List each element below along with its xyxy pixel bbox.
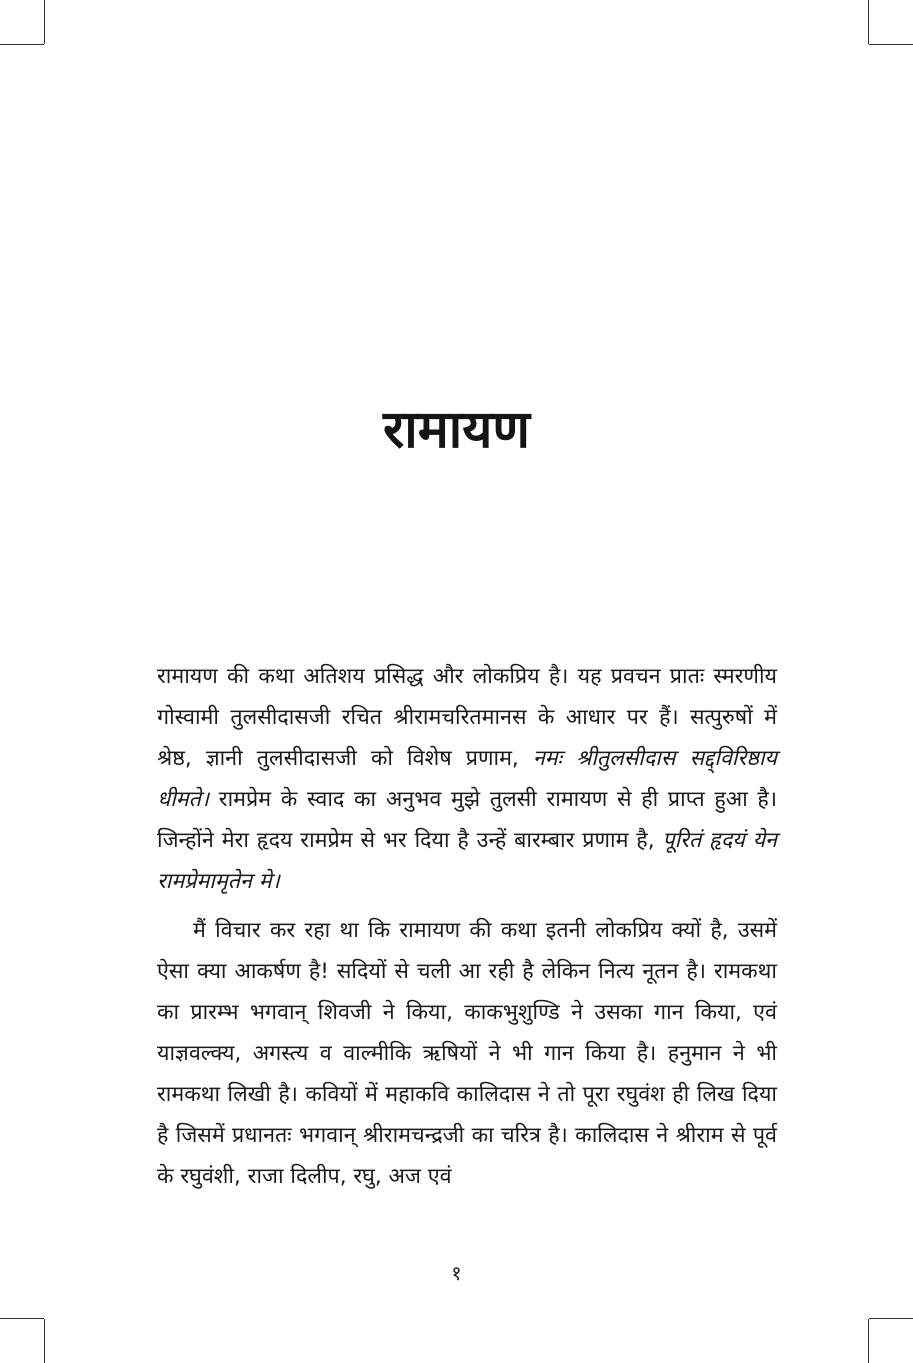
paragraph-2: मैं विचार कर रहा था कि रामायण की कथा इतनी लोकप्रिय क्यों है, उसमें ऐसा क्या आकर्षण है! सदियों से चली आ रही है लेकिन नित्य नूतन है। रामकथा का प्रारम्भ भगवान् शिवजी ने किया, काकभुशुण्डि ने उसका गान किया, एवं याज्ञवल्क्य, अगस्त्य व वाल्मीकि ऋषियों ने भी गान किया है। हनुमान ने भी रामकथा लिखी है। कवियों में महाकवि कालिदास ने तो पूरा रघुवंश ही लिख दिया है जिसमें प्रधानतः भगवान् श्रीरामचन्द्रजी का चरित्र है। कालिदास ने श्रीराम से पूर्व के रघुवंशी, राजा दिलीप, रघु, अज एवं	[157, 918, 777, 1189]
crop-mark-top-left-horizontal	[0, 44, 44, 45]
paragraph-1	[157, 656, 777, 902]
page-number: १	[451, 1261, 462, 1285]
body-text	[157, 656, 777, 1197]
sanskrit-quote-2: पूरितं हृदयं येन रामप्रेमामृतेन मे।	[157, 828, 777, 894]
crop-mark-bottom-left-horizontal	[0, 1318, 44, 1319]
crop-mark-top-right-vertical	[868, 0, 869, 44]
crop-mark-bottom-left-vertical	[44, 1319, 45, 1363]
sanskrit-quote-1: नमः श्रीतुलसीदास सद्द्विरिष्ठाय धीमते।	[157, 746, 777, 812]
crop-mark-bottom-right-horizontal	[869, 1318, 913, 1319]
chapter-title: रामायण	[382, 400, 531, 460]
crop-mark-top-right-horizontal	[869, 44, 913, 45]
paragraph-1-text-b: रामप्रेम के स्वाद का अनुभव मुझे तुलसी रामायण से ही प्राप्त हुआ है। जिन्होंने मेरा हृदय रामप्रेम से भर दिया है उन्हें बारम्बार प्रणाम है,	[157, 787, 777, 853]
crop-mark-bottom-right-vertical	[868, 1319, 869, 1363]
crop-mark-top-left-vertical	[44, 0, 45, 44]
paragraph-1-text-a: रामायण की कथा अतिशय प्रसिद्ध और लोकप्रिय है। यह प्रवचन प्रातः स्मरणीय गोस्वामी तुलसीदासजी रचित श्रीरामचरितमानस के आधार पर हैं। सत्पुरुषों में श्रेष्ठ, ज्ञानी तुलसीदासजी को विशेष प्रणाम,	[157, 664, 777, 771]
